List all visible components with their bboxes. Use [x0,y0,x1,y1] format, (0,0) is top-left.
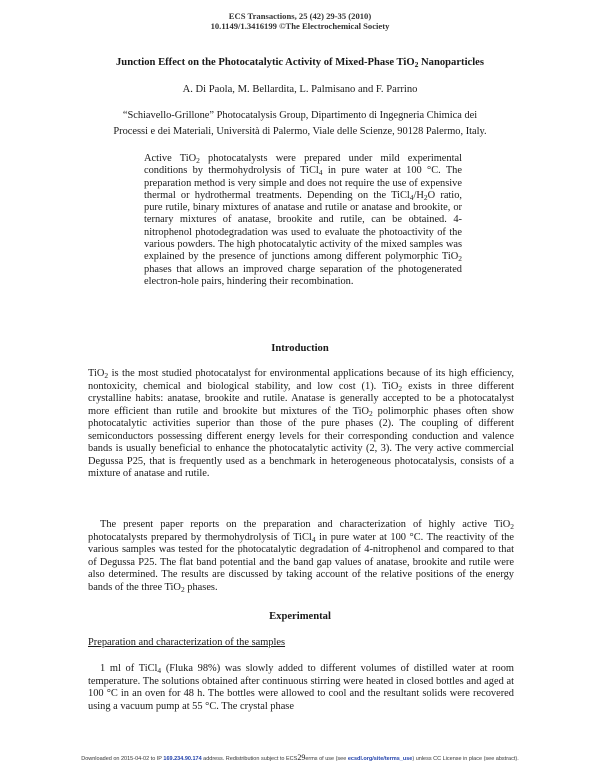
subscript: 2 [180,584,185,594]
journal-header [0,11,600,31]
journal-citation: ECS Transactions, 25 (42) 29-35 (2010) [228,11,372,21]
subscript: 2 [196,155,200,165]
abstract [144,153,462,288]
subscript: 2 [104,370,109,380]
title-subscript: 2 [414,59,419,69]
ip-address: 169.234.90.174 [163,756,202,762]
paragraph-text: is the most studied photocatalyst for environmental applications because of its high efficiency, nontoxicity, chemical and biological stability, and low cost (1). TiO [88,368,514,392]
doi-line: 10.1149/1.3416199 ©The Electrochemical Society [210,21,390,31]
paragraph-text: polimorphic phases often show photocatalytic activities superior than those of the pure phases (2). The coupling of different semiconductors possessing different energy levels for their corresponding conduction and valence bands is usually beneficial to enhance the photocatalytic activity (2, 3). The very active commercial Degussa P25, that is frequently used as a benchmark in heterogeneous photocatalysis, consists of a mixture of anatase and rutile. [88,405,514,479]
experimental-paragraph-1 [88,663,514,713]
abstract-text: /H [413,189,424,201]
abstract-text: O ratio, pure rutile, binary mixtures of anatase and rutile or anatase and brookite, or ternary mixtures of anatase, brookite and rutile, can be obtained. 4-nitrophenol photodegradation was used to evaluate the photoactivity of the various powders. The high photocatalytic activity of the mixed samples was explained by the presence of junctions among different polymorphic TiO [144,189,462,263]
footer-text: Downloaded on 2015-04-02 to IP [81,756,164,762]
footer-text: erms of use (see [305,756,348,762]
page-number: 29 [297,753,306,762]
subscript: 2 [369,408,373,418]
paragraph-text: photocatalysts prepared by thermohydrolysis of TiCl [88,531,312,543]
introduction-paragraph-2 [88,519,514,594]
subscript: 4 [318,168,323,178]
subscript: 2 [398,383,403,393]
download-footer [0,754,600,763]
subscript: 2 [510,521,514,531]
subscript: 2 [423,192,428,202]
paragraph-text: in pure water at 100 °C. The reactivity of the various samples was tested for the photocatalytic degradation of 4-nitrophenol and compared to that of Degussa P25. The flat band potential and the band gap values of anatase, brookite and rutile were also determined. The results are discussed by taking account of the relative positions of the energy bands of the three TiO [88,531,514,593]
footer-text: ) unless CC License in place (see abstract). [412,756,519,762]
paragraph-text: 1 ml of TiCl [100,663,158,674]
subscript: 4 [157,665,162,675]
preparation-subheading: Preparation and characterization of the samples [88,637,286,648]
affiliation-line-1: “Schiavello-Grillone” Photocatalysis Group, Dipartimento di Ingegneria Chimica dei [122,110,478,121]
introduction-heading: Introduction [271,343,329,354]
introduction-paragraph-1 [88,368,514,481]
affiliation-line-2: Processi e dei Materiali, Università di Palermo, Viale delle Scienze, 90128 Palermo, Italy. [113,125,487,137]
paragraph-text: (Fluka 98%) was slowly added to different volumes of distilled water at room temperature. The solutions obtained after continuous stirring were heated in closed bottles and aged at 100 °C in an oven for 48 h. The bottles were allowed to cool and the resultant solids were recovered using a vacuum pump at 55 °C. The crystal phase [88,663,514,712]
author-list: A. Di Paola, M. Bellardita, L. Palmisano and F. Parrino [182,84,418,95]
subscript: 4 [409,192,414,202]
abstract-text: photocatalysts were prepared under mild experimental conditions by thermohydrolysis of TiCl [144,153,462,177]
title-text: Junction Effect on the Photocatalytic Activity of Mixed-Phase TiO [116,57,415,68]
paragraph-text: The present paper reports on the preparation and characterization of highly active TiO [100,519,511,530]
abstract-text: in pure water at 100 °C. The preparation method is very simple and does not require the use of expensive thermal or hydrothermal treatments. Depending on the TiCl [144,165,462,201]
abstract-text: Active TiO [144,153,197,164]
paragraph-text: TiO [88,368,105,379]
paragraph-text: phases. [184,581,218,593]
subscript: 2 [458,254,462,264]
abstract-text: phases that allows an improved charge separation of the photogenerated electron-hole pairs, hindering their recombination. [144,263,462,287]
paper-title [40,56,560,69]
terms-link[interactable]: ecsdl.org/site/terms_use [347,756,413,762]
paragraph-text: exists in three different crystalline habits: anatase, brookite and rutile. Anatase is generally accepted to be a photocatalyst more efficient than rutile and brookite but mixtures of the TiO [88,380,514,417]
experimental-heading: Experimental [269,611,331,622]
subscript: 4 [311,534,316,544]
title-text-end: Nanoparticles [418,57,484,68]
affiliation [60,108,540,139]
footer-text: address. Redistribution subject to ECS [201,756,298,762]
